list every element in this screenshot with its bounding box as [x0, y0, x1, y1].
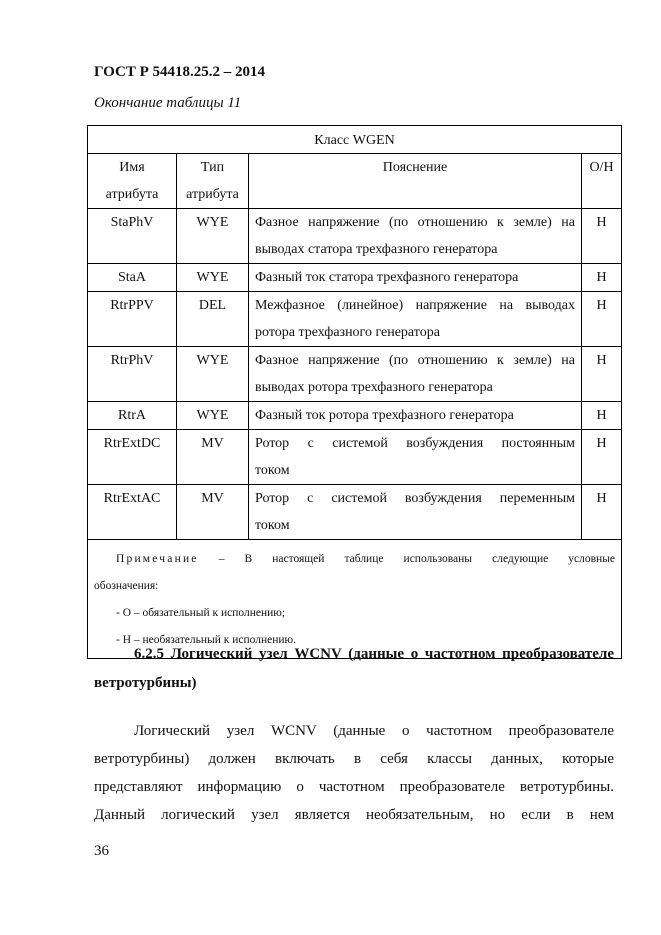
- attribute-mandatory: Н: [582, 292, 622, 347]
- note-item: - Н – необязательный к исполнению.: [116, 634, 296, 646]
- attribute-name: RtrPPV: [88, 292, 177, 347]
- attribute-type: WYE: [177, 209, 249, 264]
- attribute-mandatory: Н: [582, 264, 622, 292]
- attribute-type: MV: [177, 485, 249, 540]
- attribute-name: StaPhV: [88, 209, 177, 264]
- header-mo: О/Н: [582, 154, 622, 209]
- attribute-mandatory: Н: [582, 430, 622, 485]
- attribute-mandatory: Н: [582, 485, 622, 540]
- header-name: Имя атрибута: [88, 154, 177, 209]
- attribute-mandatory: Н: [582, 209, 622, 264]
- paragraph-line: Логический узел WCNV (данные о частотном преобразователе: [134, 723, 614, 739]
- attribute-description: Ротор с системой возбуждения переменным током: [249, 485, 582, 540]
- header-type: Тип атрибута: [177, 154, 249, 209]
- table-caption: Окончание таблицы 11: [94, 95, 242, 111]
- attribute-name: RtrA: [88, 402, 177, 430]
- attribute-description: Фазный ток статора трехфазного генератора: [249, 264, 582, 292]
- attribute-description: Фазный ток ротора трехфазного генератора: [249, 402, 582, 430]
- attribute-name: RtrPhV: [88, 347, 177, 402]
- attribute-table: [87, 125, 622, 659]
- class-title: Класс WGEN: [88, 126, 622, 154]
- attribute-type: WYE: [177, 347, 249, 402]
- attribute-description: Фазное напряжение (по отношению к земле) на выводах ротора трехфазного генератора: [249, 347, 582, 402]
- document-header: ГОСТ Р 54418.25.2 – 2014: [94, 64, 266, 80]
- paragraph-line: представляют информацию о частотном преобразователе ветротурбины.: [94, 779, 614, 795]
- table-body: [88, 209, 622, 540]
- table-row: [88, 485, 622, 540]
- page-number: 36: [94, 843, 109, 859]
- table-row: [88, 292, 622, 347]
- attribute-mandatory: Н: [582, 402, 622, 430]
- class-title-row: [88, 126, 622, 154]
- table-row: [88, 402, 622, 430]
- note-item: - О – обязательный к исполнению;: [116, 607, 286, 619]
- attribute-description: Ротор с системой возбуждения постоянным током: [249, 430, 582, 485]
- table-row: [88, 347, 622, 402]
- table-row: [88, 209, 622, 264]
- attribute-description: Фазное напряжение (по отношению к земле) на выводах статора трехфазного генератора: [249, 209, 582, 264]
- attribute-type: WYE: [177, 402, 249, 430]
- paragraph-line: Данный логический узел является необязательным, но если в нем: [94, 807, 614, 823]
- paragraph-line: ветротурбины) должен включать в себя классы данных, которые: [94, 751, 614, 767]
- note-title: Примечание: [116, 553, 199, 565]
- note-first-line: Примечание – В настоящей таблице использованы следующие условные: [116, 553, 616, 565]
- attribute-name: StaA: [88, 264, 177, 292]
- section-heading-line: 6.2.5 Логический узел WCNV (данные о частотном преобразователе: [134, 646, 614, 662]
- attribute-type: WYE: [177, 264, 249, 292]
- attribute-name: RtrExtAC: [88, 485, 177, 540]
- table-header-row: [88, 154, 622, 209]
- header-desc: Пояснение: [249, 154, 582, 209]
- table-row: [88, 430, 622, 485]
- table-row: [88, 264, 622, 292]
- note-second-line: обозначения:: [94, 580, 159, 592]
- body-paragraph: [94, 717, 614, 829]
- attribute-mandatory: Н: [582, 347, 622, 402]
- attribute-description: Межфазное (линейное) напряжение на выводах ротора трехфазного генератора: [249, 292, 582, 347]
- section-heading-line: ветротурбины): [94, 675, 197, 691]
- attribute-name: RtrExtDC: [88, 430, 177, 485]
- section-heading: [94, 640, 614, 698]
- attribute-type: DEL: [177, 292, 249, 347]
- attribute-type: MV: [177, 430, 249, 485]
